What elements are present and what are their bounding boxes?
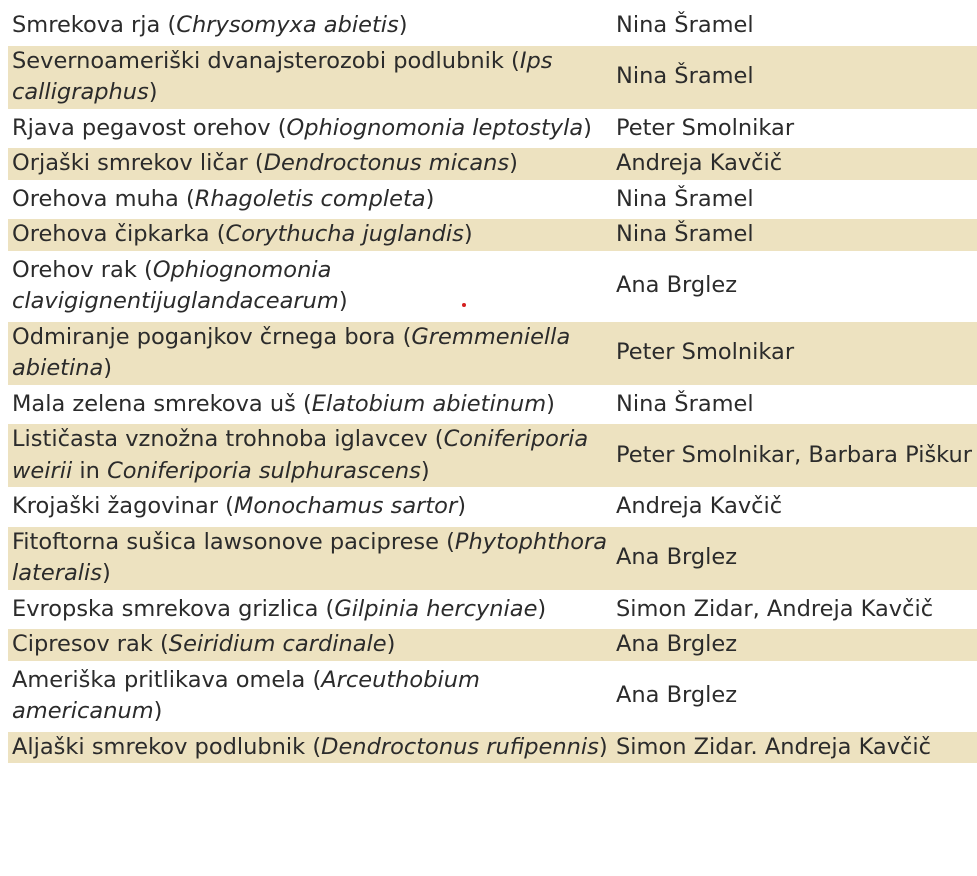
species-latin-name: Coniferiporia weirii bbox=[12, 426, 589, 484]
table-row bbox=[8, 491, 977, 523]
table-row bbox=[8, 46, 977, 109]
author-cell: Nina Šramel bbox=[614, 219, 977, 251]
species-latin-name: Arceuthobium americanum bbox=[12, 666, 480, 724]
species-cell bbox=[8, 424, 614, 487]
species-close-paren: ) bbox=[546, 390, 555, 417]
species-common-name: Odmiranje poganjkov črnega bora ( bbox=[12, 323, 412, 350]
table-row bbox=[8, 10, 977, 42]
species-cell bbox=[8, 113, 614, 145]
species-cell bbox=[8, 219, 614, 251]
author-cell: Ana Brglez bbox=[614, 255, 977, 318]
species-close-paren: ) bbox=[583, 114, 592, 141]
species-common-name: Krojaški žagovinar ( bbox=[12, 493, 234, 519]
table-row bbox=[8, 148, 977, 180]
species-cell bbox=[8, 184, 614, 216]
table-row bbox=[8, 424, 977, 487]
author-cell: Andreja Kavčič bbox=[614, 148, 977, 180]
species-common-name: Orjaški smrekov ličar ( bbox=[12, 150, 264, 176]
species-latin-name: Ophiognomonia leptostyla bbox=[286, 114, 584, 141]
species-close-paren: ) bbox=[386, 631, 396, 657]
species-cell bbox=[8, 665, 614, 728]
species-close-paren: ) bbox=[425, 185, 435, 212]
species-common-name: Severnoameriški dvanajsterozobi podlubnik ( bbox=[12, 47, 520, 74]
table-body bbox=[8, 10, 977, 763]
table-row bbox=[8, 184, 977, 216]
table-row bbox=[8, 527, 977, 590]
species-common-name: Fitoftorna sušica lawsonove paciprese ( bbox=[12, 528, 455, 555]
species-close-paren: ) bbox=[338, 288, 348, 314]
species-latin-name: Rhagoletis completa bbox=[194, 185, 426, 212]
species-latin-name: Gremmeniella abietina bbox=[12, 323, 571, 381]
species-cell bbox=[8, 46, 614, 109]
species-common-name: Ameriška pritlikava omela ( bbox=[12, 666, 322, 693]
species-latin-name: Phytophthora lateralis bbox=[12, 528, 608, 586]
species-common-name: Smrekova rja ( bbox=[12, 12, 177, 38]
species-common-name: Aljaški smrekov podlubnik ( bbox=[12, 733, 322, 760]
species-cell bbox=[8, 10, 614, 42]
species-common-name: Evropska smrekova grizlica ( bbox=[12, 595, 335, 622]
author-cell: Simon Zidar. Andreja Kavčič bbox=[614, 732, 977, 764]
table-row bbox=[8, 255, 977, 318]
table-row bbox=[8, 389, 977, 421]
author-cell: Andreja Kavčič bbox=[614, 491, 977, 523]
species-close-paren: ) bbox=[509, 150, 518, 176]
species-latin-name: Dendroctonus micans bbox=[263, 150, 510, 176]
species-latin-name: Gilpinia hercyniae bbox=[334, 595, 538, 622]
species-close-paren: ) bbox=[420, 457, 430, 484]
species-author-table bbox=[8, 6, 977, 767]
species-close-paren: ) bbox=[148, 79, 158, 105]
species-common-name: Rjava pegavost orehov ( bbox=[12, 114, 287, 141]
species-close-paren: ) bbox=[457, 493, 466, 519]
author-cell: Peter Smolnikar, Barbara Piškur bbox=[614, 424, 977, 487]
author-cell: Ana Brglez bbox=[614, 527, 977, 590]
table-row bbox=[8, 665, 977, 728]
author-cell: Nina Šramel bbox=[614, 184, 977, 216]
table-row bbox=[8, 219, 977, 251]
species-common-name: Mala zelena smrekova uš ( bbox=[12, 390, 312, 417]
table-row bbox=[8, 629, 977, 661]
species-close-paren: ) bbox=[598, 733, 608, 760]
species-common-name: Orehov rak ( bbox=[12, 256, 153, 283]
author-cell: Nina Šramel bbox=[614, 389, 977, 421]
species-latin-name: Seiridium cardinale bbox=[168, 631, 387, 657]
table-row bbox=[8, 732, 977, 764]
species-latin-name: Ophiognomonia clavigignentijuglandacearum bbox=[12, 256, 339, 314]
author-cell: Simon Zidar, Andreja Kavčič bbox=[614, 594, 977, 626]
table-row bbox=[8, 594, 977, 626]
red-dot-mark bbox=[462, 303, 466, 307]
species-cell bbox=[8, 148, 614, 180]
species-cell bbox=[8, 322, 614, 385]
species-cell bbox=[8, 527, 614, 590]
species-close-paren: ) bbox=[537, 595, 547, 622]
species-cell bbox=[8, 629, 614, 661]
author-cell: Nina Šramel bbox=[614, 46, 977, 109]
species-cell bbox=[8, 255, 614, 318]
author-cell: Peter Smolnikar bbox=[614, 113, 977, 145]
species-common-name: Orehova muha ( bbox=[12, 185, 195, 212]
species-common-name: Lističasta vznožna trohnoba iglavcev ( bbox=[12, 426, 444, 452]
species-common-name: Orehova čipkarka ( bbox=[12, 221, 226, 247]
species-latin-name: Ips calligraphus bbox=[12, 47, 553, 105]
species-latin-name: Chrysomyxa abietis bbox=[176, 12, 399, 38]
species-cell bbox=[8, 732, 614, 764]
species-close-paren: ) bbox=[463, 221, 473, 247]
species-latin-name-2: Coniferiporia sulphurascens bbox=[107, 457, 421, 484]
author-cell: Nina Šramel bbox=[614, 10, 977, 42]
species-close-paren: ) bbox=[153, 698, 163, 724]
author-cell: Ana Brglez bbox=[614, 665, 977, 728]
species-common-name: Cipresov rak ( bbox=[12, 631, 169, 657]
table-row bbox=[8, 113, 977, 145]
species-cell bbox=[8, 389, 614, 421]
species-latin-name: Dendroctonus rufipennis bbox=[321, 733, 599, 760]
species-latin-name: Elatobium abietinum bbox=[311, 390, 547, 417]
species-close-paren: ) bbox=[103, 355, 113, 381]
species-latin-name: Monochamus sartor bbox=[233, 493, 458, 519]
author-cell: Ana Brglez bbox=[614, 629, 977, 661]
species-close-paren: ) bbox=[101, 560, 111, 586]
species-connector: in bbox=[72, 457, 108, 484]
species-close-paren: ) bbox=[398, 12, 408, 38]
species-cell bbox=[8, 594, 614, 626]
author-cell: Peter Smolnikar bbox=[614, 322, 977, 385]
table-row bbox=[8, 322, 977, 385]
species-cell bbox=[8, 491, 614, 523]
species-latin-name: Corythucha juglandis bbox=[225, 221, 464, 247]
